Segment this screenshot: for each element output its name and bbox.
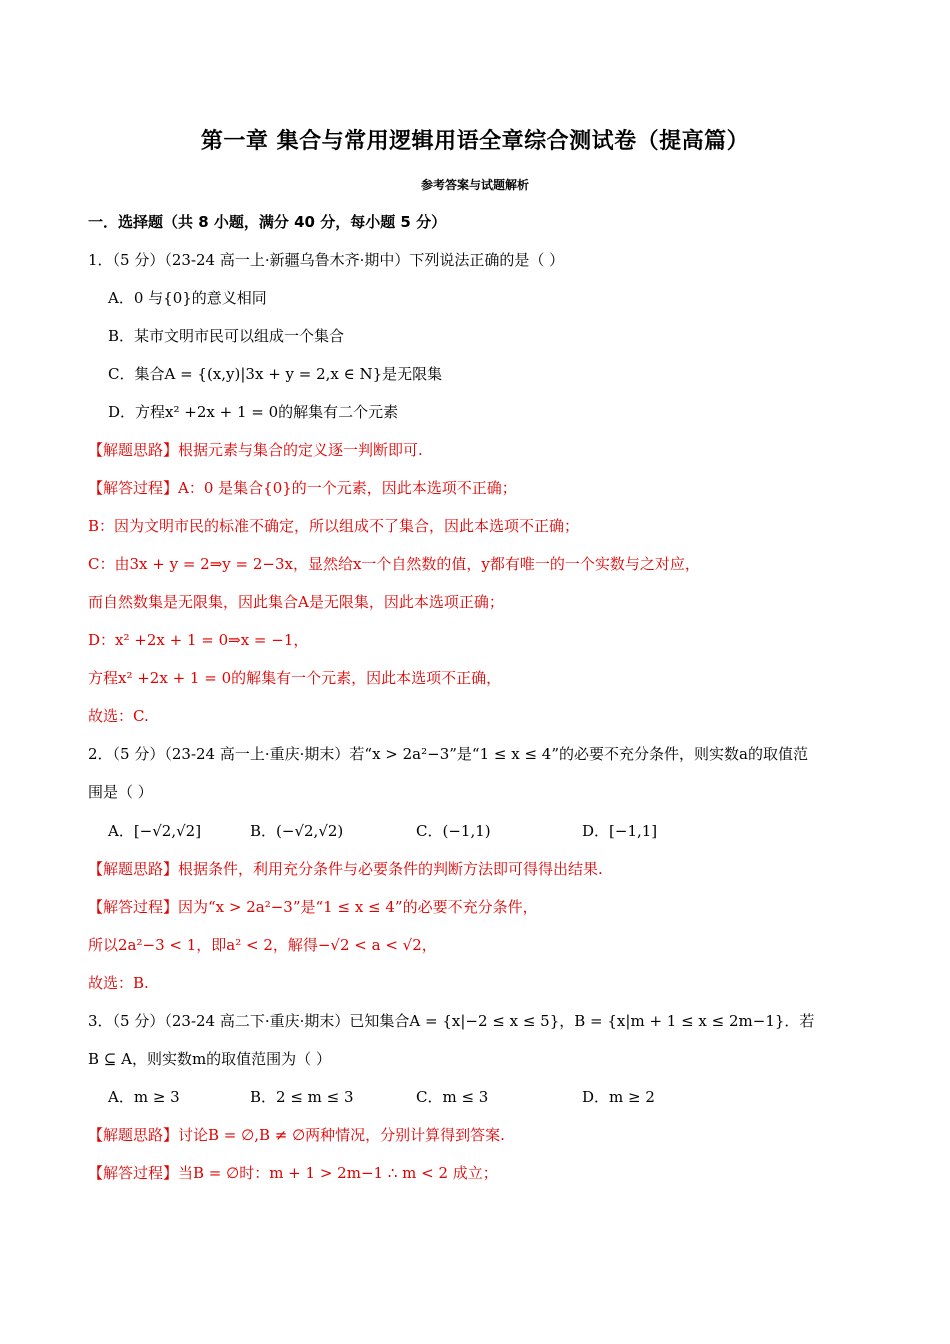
q1-option-a: A．0 与{0}的意义相同 [108, 289, 267, 307]
q2-stem-line2: 围是（ ） [88, 783, 153, 801]
q1-option-b: B．某市文明市民可以组成一个集合 [108, 327, 345, 345]
q2-option-d: D．[−1,1] [582, 822, 658, 840]
q1-option-d: D．方程x² +2x + 1 = 0的解集有二个元素 [108, 403, 399, 421]
q1-option-c: C．集合A = {(x,y)|3x + y = 2,x ∈ N}是无限集 [108, 365, 443, 383]
q3-thought: 【解题思路】讨论B = ∅,B ≠ ∅两种情况，分别计算得到答案. [88, 1126, 505, 1144]
q2-option-a: A．[−√2,√2] [108, 822, 202, 840]
q1-process-4: 而自然数集是无限集，因此集合A是无限集，因此本选项正确； [88, 593, 504, 611]
q2-option-b: B．(−√2,√2) [250, 822, 344, 840]
q1-stem: 1．（5 分）（23-24 高一上·新疆乌鲁木齐·期中）下列说法正确的是（ ） [88, 251, 565, 269]
section-heading: 一．选择题（共 8 小题，满分 40 分，每小题 5 分） [88, 213, 447, 231]
q2-stem-line1: 2．（5 分）（23-24 高一上·重庆·期末）若“x > 2a²−3”是“1 ≤ x ≤ 4”的必要不充分条件，则实数a的取值范 [88, 745, 808, 763]
q1-process-2: B：因为文明市民的标准不确定，所以组成不了集合，因此本选项不正确； [88, 517, 580, 535]
q3-process-1: 【解答过程】当B = ∅时：m + 1 > 2m−1 ∴ m < 2 成立； [88, 1164, 498, 1182]
q1-process-5: D：x² +2x + 1 = 0⇒x = −1， [88, 631, 309, 649]
q1-thought: 【解题思路】根据元素与集合的定义逐一判断即可. [88, 441, 423, 459]
q2-process-1: 【解答过程】因为“x > 2a²−3”是“1 ≤ x ≤ 4”的必要不充分条件， [88, 898, 538, 916]
q1-process-1: 【解答过程】A：0 是集合{0}的一个元素，因此本选项不正确； [88, 479, 517, 497]
page-title: 第一章 集合与常用逻辑用语全章综合测试卷（提高篇） [200, 129, 750, 154]
q3-stem-line1: 3．（5 分）（23-24 高二下·重庆·期末）已知集合A = {x|−2 ≤ x ≤ 5}，B = {x|m + 1 ≤ x ≤ 2m−1}．若 [88, 1012, 815, 1030]
q3-option-a: A．m ≥ 3 [108, 1088, 180, 1106]
q1-process-3: C：由3x + y = 2⇒y = 2−3x，显然给x一个自然数的值，y都有唯一的一个实数与之对应， [88, 555, 700, 573]
q3-option-c: C．m ≤ 3 [416, 1088, 489, 1106]
q2-thought: 【解题思路】根据条件，利用充分条件与必要条件的判断方法即可得得出结果. [88, 860, 603, 878]
q2-option-c: C．(−1,1) [416, 822, 491, 840]
q2-process-2: 所以2a²−3 < 1，即a² < 2，解得−√2 < a < √2， [88, 936, 437, 954]
q3-stem-line2: B ⊆ A，则实数m的取值范围为（ ） [88, 1050, 331, 1068]
q3-option-b: B．2 ≤ m ≤ 3 [250, 1088, 354, 1106]
q1-answer: 故选：C. [88, 707, 149, 725]
q2-answer: 故选：B. [88, 974, 149, 992]
q3-option-d: D．m ≥ 2 [582, 1088, 655, 1106]
page-subtitle: 参考答案与试题解析 [420, 178, 529, 192]
q1-process-6: 方程x² +2x + 1 = 0的解集有一个元素，因此本选项不正确， [88, 669, 502, 687]
